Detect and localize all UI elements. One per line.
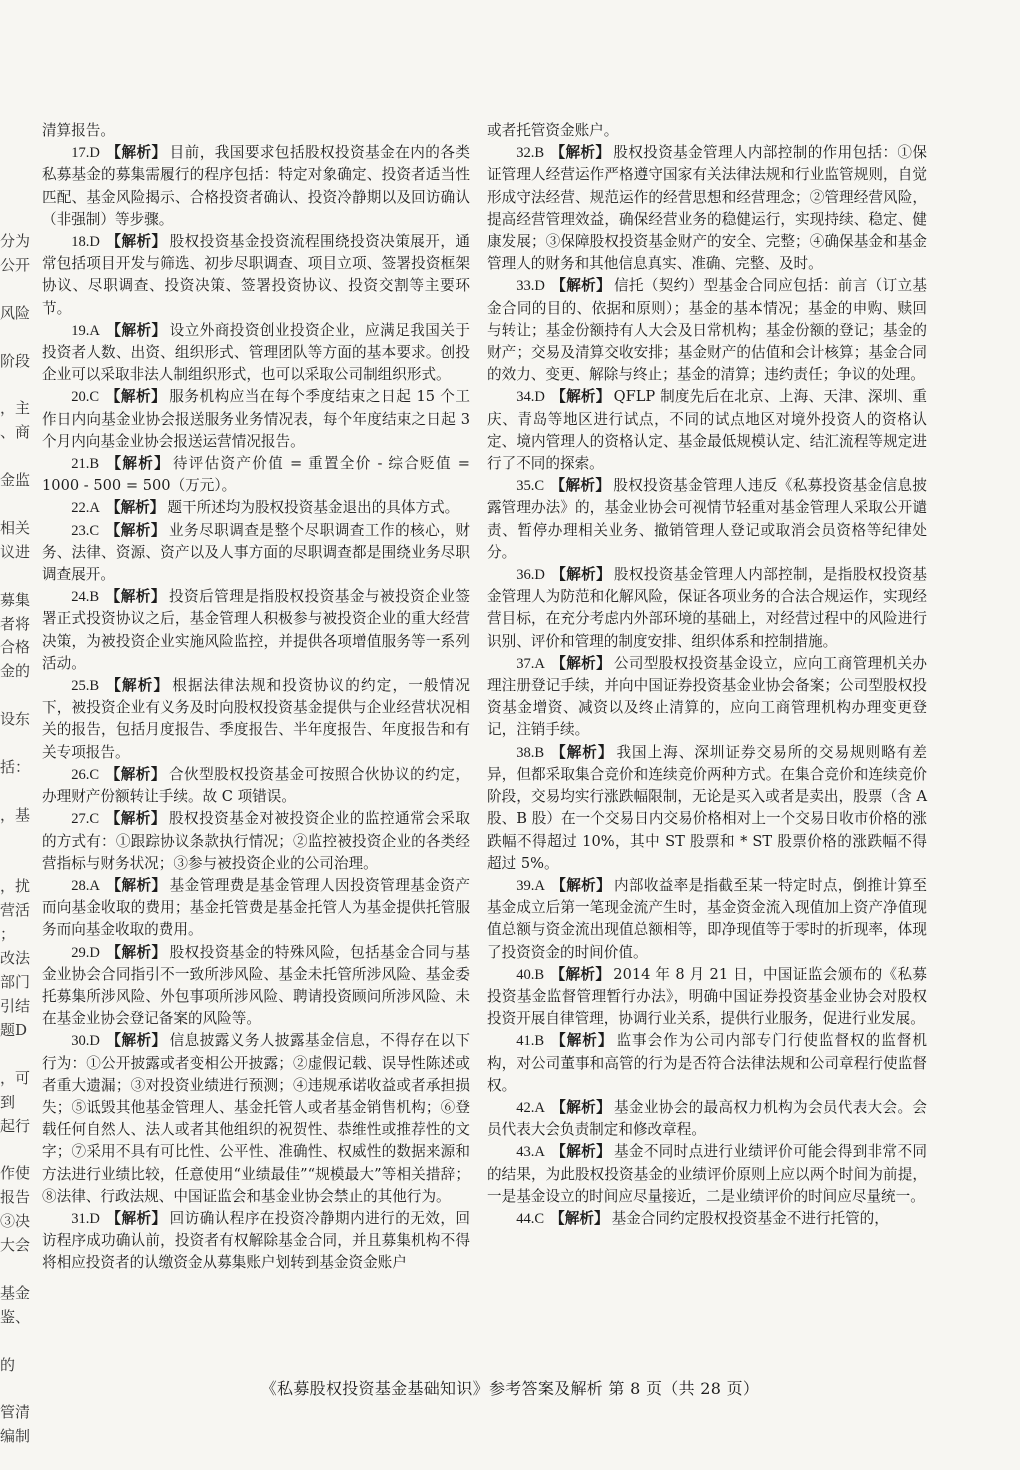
edge-fragment: 者将 [0,614,31,633]
answer-text: 内部收益率是指截至某一特定时点，倒推计算至基金成立后第一笔现金流产生时，基金资金流入现值加上资产净值现值总额与资金流出现值总额相等，即净现值等于零时的折现率，体现了投资资金的时间价值。 [487,876,927,961]
analysis-tag: 【解析】 [550,654,611,672]
answer-item [42,764,470,808]
edge-fragment: 公开 [0,255,31,274]
analysis-tag: 【解析】 [105,588,166,606]
answer-number: 20.C [71,389,100,406]
edge-fragment: 、商 [0,423,31,442]
analysis-tag: 【解析】 [105,144,167,162]
right-continuation: 或者托管资金账户。 [487,122,619,139]
answer-text: 2014 年 8 月 21 日，中国证监会颁布的《私募投资基金监督管理暂行办法》，明确中国证券投资基金业协会对股权投资开展自律管理，协调行业关系，提供行业服务，促进行业发展。 [487,965,927,1028]
answer-number: 35.C [516,478,545,495]
analysis-tag: 【解析】 [550,1032,614,1050]
answer-text: 目前，我国要求包括股权投资基金在内的各类私募基金的募集需履行的程序包括：特定对象确定、投资者适当性匹配、基金风险揭示、合格投资者确认、投资冷静期以及回访确认（非强制）等步骤。 [42,144,470,228]
answer-text: 基金不同时点进行业绩评价可能会得到非常不同的结果，为此股权投资基金的业绩评价原则上应以两个时间为前提，一是基金设立的时间应尽量接近，二是业绩评价的时间应尽量统一。 [487,1143,927,1205]
answer-number: 39.A [516,877,545,894]
edge-fragment: 募集 [0,590,31,609]
edge-fragment [0,684,26,708]
left-column [42,120,470,1275]
edge-fragment [0,852,26,876]
analysis-tag: 【解析】 [105,388,167,406]
answer-number: 33.D [516,278,545,295]
edge-fragment: 营活 [0,901,31,920]
answer-text: 题干所述均为股权投资基金退出的具体方式。 [167,499,460,517]
answer-number: 32.B [516,145,545,162]
analysis-tag: 【解析】 [550,1143,611,1161]
answer-number: 26.C [71,766,100,783]
edge-fragment [0,1330,26,1354]
answer-number: 42.A [516,1099,545,1116]
analysis-tag: 【解析】 [105,765,166,783]
answer-text: 股权投资基金投资流程围绕投资决策展开，通常包括项目开发与筛选、初步尽职调查、项目立项、签署投资框架协议、尽职调查、投资决策、签署投资协议、投资交割等主要环节。 [42,233,470,317]
answer-number: 27.C [71,811,100,828]
answer-number: 37.A [516,655,545,672]
analysis-tag: 【解析】 [550,277,611,295]
analysis-tag: 【解析】 [550,965,611,983]
answer-item [487,875,927,964]
answer-item [42,497,470,519]
edge-fragment: 设东 [0,710,31,729]
answer-item [42,808,470,875]
answer-text: 股权投资基金对被投资企业的监控通常会采取的方式有：①跟踪协议条款执行情况；②监控被投资企业的各类经营指标与财务状况；③参与被投资企业的公司治理。 [42,810,470,872]
answer-text: 设立外商投资创业投资企业，应满足我国关于投资者人数、出资、组织形式、管理团队等方面的基本要求。创投企业可以采取非法人制组织形式，也可以采取公司制组织形式。 [42,321,470,384]
answer-item [42,386,470,453]
edge-fragment: 的 [0,1355,16,1374]
answer-number: 31.D [71,1210,100,1227]
answer-number: 36.D [516,567,545,584]
edge-fragment: 部门 [0,973,31,992]
analysis-tag: 【解析】 [105,943,167,961]
edge-fragment: 金监 [0,471,31,490]
edge-fragment: 风险 [0,303,31,322]
answer-item [487,564,927,653]
edge-fragment [0,780,26,804]
analysis-tag: 【解析】 [550,144,611,162]
left-items [42,142,470,1274]
edge-fragment: 阶段 [0,351,31,370]
answer-item [42,1208,470,1275]
answer-item [487,1141,927,1208]
answer-item [487,653,927,742]
edge-fragment: ； [0,925,16,944]
analysis-tag: 【解析】 [105,876,167,894]
answer-item [42,453,470,497]
edge-fragment [0,565,26,589]
answer-number: 17.D [71,145,100,162]
analysis-tag: 【解析】 [105,1209,167,1227]
edge-fragment: 报告 [0,1188,31,1207]
edge-fragment: 金的 [0,662,31,681]
page-footer: 《私募股权投资基金基础知识》参考答案及解析 第 8 页（共 28 页） [260,1379,760,1398]
edge-fragment [0,278,26,302]
edge-fragment: 到 [0,1092,16,1111]
answer-text: 信息披露义务人披露基金信息，不得存在以下行为：①公开披露或者变相公开披露；②虚假记载、误导性陈述或者重大遗漏；③对投资业绩进行预测；④违规承诺收益或者承担损失；⑤诋毁其他基金管理人、基金托管人或者基金销售机构；⑥登载任何自然人、法人或者其他组织的祝贺性、恭维性或推荐性的文字；⑦采用不具有可比性、公平性、准确性、权威性的数据来源和方法进行业绩比较，任意使用“业绩最佳”“规模最大”等相关措辞；⑧法律、行政法规、中国证监会和基金业协会禁止的其他行为。 [42,1032,470,1205]
answer-item [487,475,927,564]
analysis-tag: 【解析】 [105,321,167,339]
answer-item [42,520,470,587]
answer-text: 业务尽职调查是整个尽职调查工作的核心，财务、法律、资源、资产以及人事方面的尽职调查都是围绕业务尽职调查展开。 [42,521,470,584]
answer-number: 30.D [71,1033,100,1050]
analysis-tag: 【解析】 [105,1032,167,1050]
answer-number: 19.A [71,322,100,339]
answer-text: 基金管理费是基金管理人因投资管理基金资产而向基金收取的费用；基金托管费是基金托管人为基金提供托管服务而向基金收取的费用。 [42,876,470,939]
edge-fragment [0,1043,26,1067]
answer-item [487,386,927,475]
answer-text: 基金业协会的最高权力机构为会员代表大会。会员代表大会负责制定和修改章程。 [487,1098,927,1139]
answer-number: 43.A [516,1144,545,1161]
answer-number: 38.B [516,744,545,761]
answer-item [42,1030,470,1208]
answer-item [42,586,470,675]
answer-text: 公司型股权投资基金设立，应向工商管理机关办理注册登记手续，并向中国证券投资基金业协会备案；公司型股权投资基金增资、减资以及终止清算的，应向工商管理机构办理变更登记，注销手续。 [487,654,927,739]
analysis-tag: 【解析】 [105,521,166,539]
answer-number: 29.D [71,944,100,961]
answer-number: 21.B [71,456,100,473]
answer-text: QFLP 制度先后在北京、上海、天津、深圳、重庆、青岛等地区进行试点，不同的试点地区对境外投资人的资格认定、境内管理人的资格认定、基金最低规模认定、结汇流程等规定进行了不同的探索。 [487,388,927,473]
edge-fragment: ，可 [0,1068,31,1087]
answer-item [487,742,927,875]
analysis-tag: 【解析】 [105,233,167,251]
analysis-tag: 【解析】 [550,876,611,894]
analysis-tag: 【解析】 [550,477,611,495]
edge-fragment: 改法 [0,949,31,968]
answer-number: 25.B [71,678,100,695]
edge-fragment: 题D [0,1020,28,1039]
edge-fragment [0,1258,26,1282]
edge-fragment: 管清 [0,1403,31,1422]
answer-item [487,275,927,386]
answer-item [487,964,927,1031]
edge-fragment [0,828,26,852]
answer-number: 22.A [71,500,100,517]
edge-fragment [0,493,26,517]
analysis-tag: 【解析】 [550,388,611,406]
analysis-tag: 【解析】 [105,810,166,828]
edge-fragment: 作使 [0,1164,31,1183]
left-continuation: 清算报告。 [42,122,115,139]
answer-number: 34.D [516,389,545,406]
edge-fragment: 大会 [0,1236,31,1255]
analysis-tag: 【解析】 [105,677,170,695]
analysis-tag: 【解析】 [105,499,165,517]
edge-fragment: 分为 [0,232,31,250]
answer-text: 股权投资基金管理人内部控制，是指股权投资基金管理人为防范和化解风险，保证各项业务的合法合规运作，实现经营目标，在充分考虑内外部环境的基础上，对经营过程中的风险进行识别、评价和管理的制度安排、组织体系和控制措施。 [487,566,927,650]
edge-fragment [0,732,26,756]
answer-text: 信托（契约）型基金合同应包括：前言（订立基金合同的目的、依据和原则）；基金的基本情况；基金的申购、赎回与转让；基金份额持有人大会及日常机构；基金份额的登记；基金的财产；交易及清算交收安排；基金财产的估值和会计核算；基金合同的效力、变更、解除与终止；基金的清算；违约责任；争议的处理。 [487,277,927,384]
answer-item [42,675,470,764]
answer-text: 基金合同约定股权投资基金不进行托管的， [611,1209,889,1227]
edge-fragment: ，扰 [0,877,31,896]
answer-text: 投资后管理是指股权投资基金与被投资企业签署正式投资协议之后，基金管理人积极参与被投资企业的重大经营决策，为被投资企业实施风险监控，并提供各项增值服务等一系列活动。 [42,588,470,672]
edge-fragment: 基金 [0,1283,31,1302]
answer-item [42,942,470,1031]
answer-item [487,1030,927,1097]
answer-item [487,142,927,275]
edge-fragment: 编制 [0,1427,31,1446]
answer-text: 股权投资基金管理人内部控制的作用包括：①保证管理人经营运作严格遵守国家有关法律法规和行业监管规则，自觉形成守法经营、规范运作的经营思想和经营理念；②管理经营风险，提高经营管理效益，确保经营业务的稳健运行，实现持续、稳定、健康发展；③保障股权投资基金财产的安全、完整；④确保基金和基金管理人的财务和其他信息真实、准确、完整、及时。 [487,144,927,273]
edge-fragment [0,445,26,469]
edge-fragment: ，基 [0,805,31,824]
analysis-tag: 【解析】 [550,566,611,584]
edge-fragment: 起行 [0,1116,31,1135]
edge-fragment [0,373,26,397]
edge-fragment: 鉴、 [0,1307,31,1326]
answer-text: 股权投资基金管理人违反《私募投资基金信息披露管理办法》的，基金业协会可视情节轻重对基金管理人采取公开谴责、暂停办理相关业务、撤销管理人登记或取消会员资格等纪律处分。 [487,477,927,561]
analysis-tag: 【解析】 [550,743,614,761]
answer-text: 待评估资产价值 = 重置全价 - 综合贬值 = 1000 - 500 = 500（万元）。 [42,455,470,495]
answer-number: 24.B [71,589,100,606]
answer-number: 41.B [516,1033,545,1050]
analysis-tag: 【解析】 [550,1209,609,1227]
edge-fragment: 议进 [0,542,31,561]
edge-fragment: 引结 [0,997,31,1015]
answer-number: 44.C [516,1210,545,1227]
analysis-tag: 【解析】 [105,455,170,473]
right-items [487,142,927,1230]
answer-item [42,142,470,231]
answer-text: 监事会作为公司内部专门行使监督权的监督机构，对公司董事和高管的行为是否符合法律法规和公司章程行使监督权。 [487,1032,927,1094]
answer-item [487,1097,927,1141]
edge-fragment [0,326,26,350]
answer-item [42,875,470,942]
answer-text: 我国上海、深圳证券交易所的交易规则略有差异，但都采取集合竞价和连续竞价两种方式。在集合竞价和连续竞价阶段，交易均实行涨跌幅限制，无论是买入或者是卖出，股票（含 A 股、B 股）在一个交易日内交易价格相对上一个交易日收市价格的涨跌幅不得超过 10%，其中 ST 股票和 * ST 股票价格的涨跌幅不得超过 5%。 [487,743,927,872]
left-edge-fragments [0,230,31,1449]
answer-text: 根据法律法规和投资协议的约定，一般情况下，被投资企业有义务及时向股权投资基金提供与企业经营状况相关的报告，包括月度报告、季度报告、半年度报告、年度报告和有关专项报告。 [42,677,470,761]
answer-number: 23.C [71,522,100,539]
answer-text: 合伙型股权投资基金可按照合伙协议的约定，办理财产份额转让手续。故 C 项错误。 [42,765,470,806]
right-column [487,120,927,1230]
answer-text: 服务机构应当在每个季度结束之日起 15 个工作日内向基金业协会报送服务业务情况表，每个年度结束之日起 3 个月内向基金业协会报送运营情况报告。 [42,388,470,450]
analysis-tag: 【解析】 [550,1098,611,1116]
answer-number: 18.D [71,234,100,251]
answer-text: 回访确认程序在投资冷静期内进行的无效，回访程序成功确认前，投资者有权解除基金合同，并且募集机构不得将相应投资者的认缴资金从募集账户划转到基金资金账户 [42,1209,470,1272]
answer-number: 28.A [71,877,100,894]
answer-item [42,231,470,320]
edge-fragment: 括： [0,757,31,776]
answer-item [487,1208,927,1230]
edge-fragment [0,1138,26,1162]
edge-fragment: 相关 [0,518,31,537]
edge-fragment: 合格 [0,638,31,657]
answer-number: 40.B [516,966,545,983]
answer-text: 股权投资基金的特殊风险，包括基金合同与基金业协会合同指引不一致所涉风险、基金未托管所涉风险、基金委托募集所涉风险、外包事项所涉风险、聘请投资顾问所涉风险、未在基金业协会登记备案的风险等。 [42,943,470,1028]
edge-fragment: ③决 [0,1212,31,1231]
edge-fragment: ，主 [0,399,31,418]
answer-item [42,320,470,387]
